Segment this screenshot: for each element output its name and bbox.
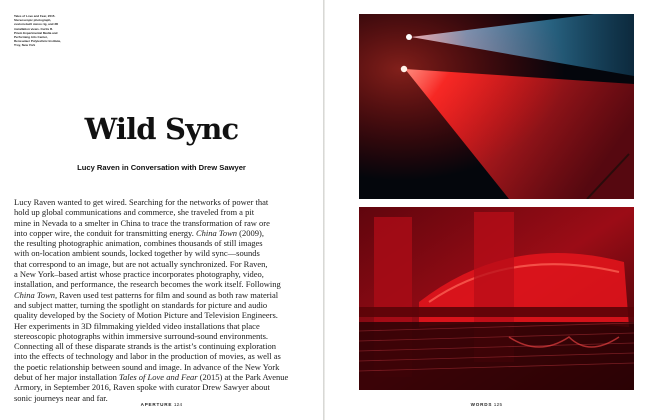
stage-lights-photo — [359, 14, 634, 199]
body-line: installation, and performance, the research becomes the work itself. Following — [14, 279, 281, 290]
body-line: stereoscopic photographs within immersive surround-sound environments. — [14, 330, 269, 341]
body-line: sonic journeys near and far. — [14, 392, 108, 403]
body-line: into the effects of technology and labor in the production of movies, as well as — [14, 351, 281, 362]
body-segment: into copper wire, the conduit for transmitting energy. — [14, 227, 196, 238]
section-name: WORDS — [470, 402, 493, 407]
body-line: the poetic relationship between sound and image. In advance of the New York — [14, 361, 280, 372]
body-line: with on-location ambient sounds, locked together by wild sync—sounds — [14, 248, 260, 259]
body-segment: (2009), — [237, 227, 264, 238]
article-subtitle: Lucy Raven in Conversation with Drew Sawyer — [77, 163, 246, 172]
stage-light-beams-image — [359, 14, 634, 199]
body-line: mine in Nevada to a smelter in China to trace the transformation of raw ore — [14, 217, 270, 228]
body-line: Lucy Raven wanted to get wired. Searching for the networks of power that — [14, 197, 269, 207]
magazine-name: APERTURE — [140, 402, 173, 407]
article-title: Wild Sync — [84, 112, 239, 146]
body-line: hold up global communications and commerce, she traveled from a pit — [14, 207, 255, 218]
body-line — [14, 372, 314, 382]
body-line: quality developed by the Society of Motion Picture and Television Engineers. — [14, 310, 278, 321]
body-line: that correspond to an image, but are not actually synchronized. For Raven, — [14, 258, 268, 269]
work-title-italic: China Town, — [14, 289, 58, 300]
body-segment: debut of her major installation — [14, 372, 120, 383]
body-line: Armory, in September 2016, Raven spoke with curator Drew Sawyer about — [14, 382, 270, 393]
body-line: Her experiments in 3D filmmaking yielded video installations that place — [14, 320, 260, 331]
body-line: a New York–based artist whose practice incorporates photography, video, — [14, 269, 264, 280]
page-number: 125 — [493, 402, 503, 407]
folio-left — [0, 402, 323, 407]
theater-balcony-photo — [359, 207, 634, 390]
body-line: and subject matter, turning the spotlight on standards for picture and audio — [14, 299, 268, 310]
work-title-italic: Tales of Love and Fear — [119, 372, 198, 383]
body-line — [14, 228, 314, 238]
image-caption: Tales of Love and Fear, 2015. Stereoscopic photograph, custom-built stereo rig, and 3D installation views. Curtis R. Priem Experimental Media and Performing Arts Center, Rensselaer Polytechnic Institute, Troy, New York — [14, 14, 62, 48]
red-lit-proscenium-image — [359, 207, 634, 390]
page-number: 124 — [173, 402, 183, 407]
body-line: the resulting photographic animation, combines thousands of still images — [14, 238, 263, 249]
folio-right — [325, 402, 648, 407]
body-line — [14, 290, 314, 300]
article-body — [14, 197, 314, 403]
body-line: Connecting all of these disparate strands is the artist’s continuing exploration — [14, 341, 277, 352]
work-title-italic: China Town — [196, 227, 238, 238]
body-segment: (2015) at the Park Avenue — [197, 372, 289, 383]
body-segment: Raven used test patterns for film and sound as both raw material — [57, 289, 279, 300]
